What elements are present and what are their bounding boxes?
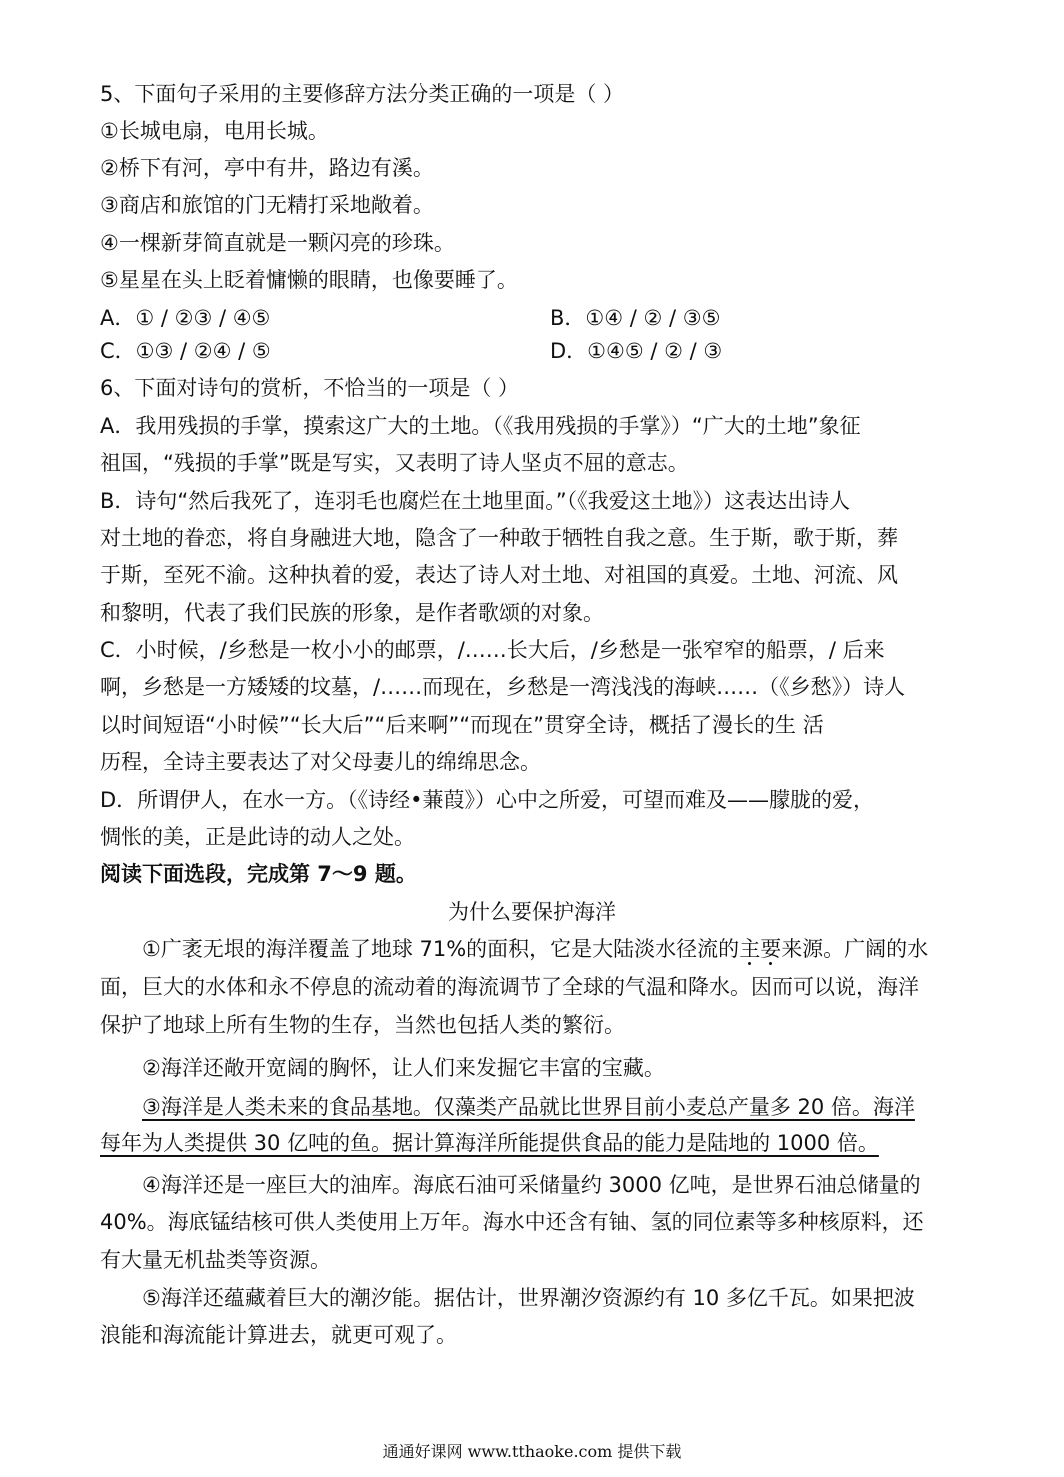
paragraph-4-line: ④海洋还是一座巨大的油库。海底石油可采储量约 3000 亿吨，是世界石油总储量的	[142, 1173, 921, 1197]
passage-title: 为什么要保护海洋	[448, 900, 616, 924]
q5-option-b: B．①④ / ② / ③⑤	[550, 306, 721, 330]
q6-stem: 6、下面对诗句的赏析，不恰当的一项是（ ）	[100, 376, 520, 400]
text-span: ①广袤无垠的海洋覆盖了地球 71%的面积，它是大陆淡水径流的	[142, 937, 740, 961]
q5-item-5: ⑤星星在头上眨着慵懒的眼睛，也像要睡了。	[100, 268, 518, 292]
q6-option-a-line: A．我用残损的手掌，摸索这广大的土地。（《我用残损的手掌》）“广大的土地”象征	[100, 414, 861, 438]
q6-option-c-line: 历程，全诗主要表达了对父母妻儿的绵绵思念。	[100, 750, 541, 774]
paragraph-4-line: 有大量无机盐类等资源。	[100, 1248, 331, 1272]
q5-stem: 5、下面句子采用的主要修辞方法分类正确的一项是（ ）	[100, 82, 625, 106]
q5-item-1: ①长城电扇，电用长城。	[100, 119, 329, 143]
q5-option-c: C．①③ / ②④ / ⑤	[100, 339, 271, 363]
q6-option-c-line: 啊，乡愁是一方矮矮的坟墓，/……而现在，乡愁是一湾浅浅的海峡……（《乡愁》）诗人	[100, 675, 906, 699]
q6-option-b-line: 于斯，至死不渝。这种执着的爱，表达了诗人对土地、对祖国的真爱。土地、河流、风	[100, 563, 898, 587]
paragraph-1-line: 面，巨大的水体和永不停息的流动着的海流调节了全球的气温和降水。因而可以说，海洋	[100, 975, 919, 999]
q5-item-4: ④一棵新芽简直就是一颗闪亮的珍珠。	[100, 231, 455, 255]
paragraph-2: ②海洋还敞开宽阔的胸怀，让人们来发掘它丰富的宝藏。	[142, 1056, 665, 1080]
paragraph-1-line	[142, 934, 928, 964]
q5-option-a: A．① / ②③ / ④⑤	[100, 306, 271, 330]
paragraph-1-line: 保护了地球上所有生物的生存，当然也包括人类的繁衍。	[100, 1013, 625, 1037]
q6-option-c-line: C．小时候，/乡愁是一枚小小的邮票，/……长大后，/乡愁是一张窄窄的船票，/ 后来	[100, 638, 885, 662]
q5-item-2: ②桥下有河，亭中有井，路边有溪。	[100, 156, 434, 180]
emphasis-char: 主	[739, 937, 761, 961]
q5-option-d: D．①④⑤ / ② / ③	[550, 339, 723, 363]
paragraph-4-line: 40%。海底锰结核可供人类使用上万年。海水中还含有铀、氢的同位素等多种核原料，还	[100, 1210, 924, 1234]
reading-instruction: 阅读下面选段，完成第 7～9 题。	[100, 862, 417, 886]
footer-credit: 通通好课网 www.tthaoke.com 提供下载	[382, 1442, 682, 1461]
emphasis-char: 要	[760, 937, 782, 961]
paragraph-3-line	[142, 1092, 915, 1122]
text-span: 来源。广阔的水	[781, 937, 929, 961]
q5-item-3: ③商店和旅馆的门无精打采地敞着。	[100, 193, 434, 217]
q6-option-c-line: 以时间短语“小时候”“长大后”“后来啊”“而现在”贯穿全诗，概括了漫长的生 活	[100, 713, 824, 737]
underlined-text: ③海洋是人类未来的食品基地。仅藻类产品就比世界目前小麦总产量多 20 倍。海洋	[142, 1095, 915, 1119]
q6-option-a-line: 祖国，“残损的手掌”既是写实，又表明了诗人坚贞不屈的意志。	[100, 451, 689, 475]
paragraph-5-line: ⑤海洋还蕴藏着巨大的潮汐能。据估计，世界潮汐资源约有 10 多亿千瓦。如果把波	[142, 1286, 915, 1310]
q6-option-d-line: D．所谓伊人，在水一方。（《诗经•蒹葭》）心中之所爱，可望而难及——朦胧的爱，	[100, 788, 875, 812]
q6-option-d-line: 惆怅的美，正是此诗的动人之处。	[100, 825, 415, 849]
q6-option-b-line: 和黎明，代表了我们民族的形象，是作者歌颂的对象。	[100, 601, 604, 625]
underlined-text: 每年为人类提供 30 亿吨的鱼。据计算海洋所能提供食品的能力是陆地的 1000 倍。	[100, 1131, 879, 1155]
q6-option-b-line: B．诗句“然后我死了，连羽毛也腐烂在土地里面。”（《我爱这土地》）这表达出诗人	[100, 489, 851, 513]
q6-option-b-line: 对土地的眷恋，将自身融进大地，隐含了一种敢于牺牲自我之意。生于斯，歌于斯，葬	[100, 526, 898, 550]
paragraph-3-line	[100, 1128, 879, 1158]
paragraph-5-line: 浪能和海流能计算进去，就更可观了。	[100, 1323, 457, 1347]
